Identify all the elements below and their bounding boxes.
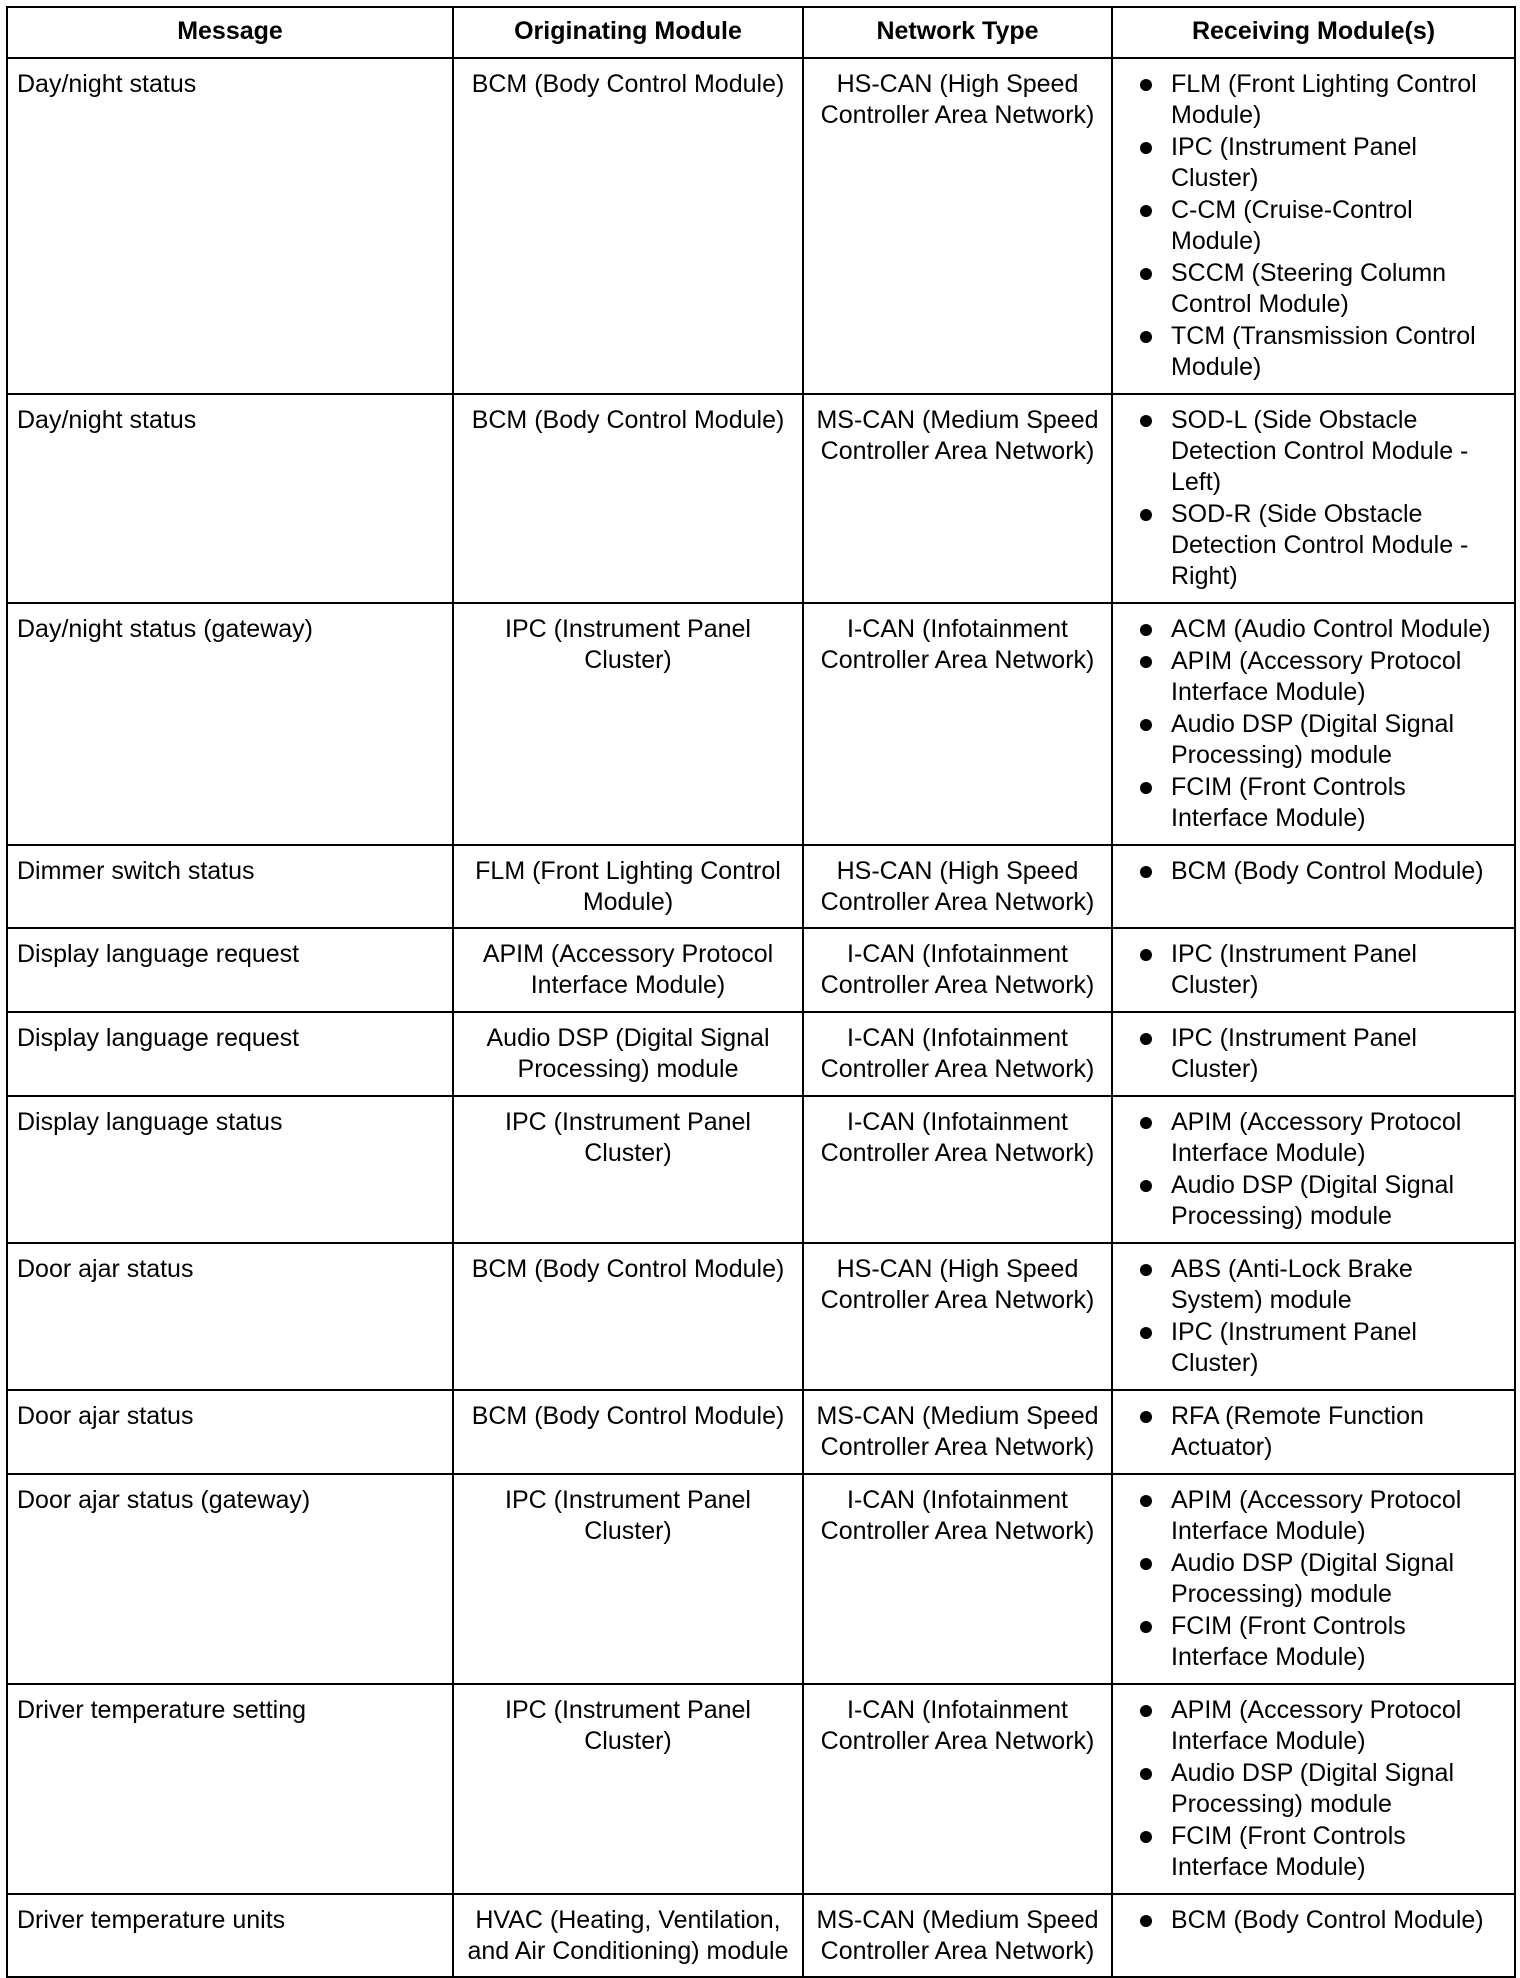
cell-receiving-modules [1112, 845, 1515, 928]
bullet-icon [1140, 1264, 1152, 1276]
cell-originating-module: IPC (Instrument Panel Cluster) [453, 1474, 803, 1684]
cell-message: Dimmer switch status [7, 845, 453, 928]
cell-originating-module: IPC (Instrument Panel Cluster) [453, 603, 803, 845]
bullet-icon [1140, 719, 1152, 731]
cell-originating-module: HVAC (Heating, Ventilation, and Air Conditioning) module [453, 1894, 803, 1977]
receiving-module-list [1122, 1401, 1508, 1463]
bullet-icon [1140, 1831, 1152, 1843]
list-item [1122, 405, 1508, 498]
list-item [1122, 709, 1508, 771]
bullet-icon [1140, 656, 1152, 668]
receiving-module-label: Audio DSP (Digital Signal Processing) module [1171, 710, 1455, 769]
header-network-type: Network Type [803, 7, 1112, 58]
bullet-icon [1140, 142, 1152, 154]
list-item [1122, 1485, 1508, 1547]
receiving-module-label: FCIM (Front Controls Interface Module) [1171, 1822, 1406, 1881]
table-row [7, 1012, 1515, 1096]
cell-message: Door ajar status [7, 1390, 453, 1474]
header-message: Message [7, 7, 453, 58]
cell-originating-module: IPC (Instrument Panel Cluster) [453, 1684, 803, 1894]
cell-network-type: I-CAN (Infotainment Controller Area Network) [803, 1096, 1112, 1243]
cell-message: Day/night status [7, 394, 453, 603]
list-item [1122, 132, 1508, 194]
receiving-module-label: ABS (Anti-Lock Brake System) module [1171, 1255, 1413, 1314]
receiving-module-label: FLM (Front Lighting Control Module) [1171, 70, 1477, 129]
receiving-module-list [1122, 856, 1508, 887]
receiving-module-list [1122, 939, 1508, 1001]
cell-receiving-modules [1112, 603, 1515, 845]
cell-receiving-modules [1112, 1684, 1515, 1894]
cell-originating-module: BCM (Body Control Module) [453, 58, 803, 394]
cell-receiving-modules [1112, 1474, 1515, 1684]
cell-message: Display language request [7, 928, 453, 1012]
table-row [7, 1894, 1515, 1977]
bullet-icon [1140, 1495, 1152, 1507]
cell-network-type: MS-CAN (Medium Speed Controller Area Network) [803, 1390, 1112, 1474]
table-row [7, 1243, 1515, 1390]
receiving-module-label: TCM (Transmission Control Module) [1171, 322, 1476, 381]
receiving-module-label: ACM (Audio Control Module) [1171, 615, 1491, 643]
cell-message: Day/night status (gateway) [7, 603, 453, 845]
receiving-module-label: IPC (Instrument Panel Cluster) [1171, 133, 1417, 192]
cell-message: Door ajar status [7, 1243, 453, 1390]
cell-network-type: HS-CAN (High Speed Controller Area Network) [803, 845, 1112, 928]
header-row [7, 7, 1515, 58]
list-item [1122, 1548, 1508, 1610]
list-item [1122, 939, 1508, 1001]
receiving-module-label: C-CM (Cruise-Control Module) [1171, 196, 1413, 255]
bullet-icon [1140, 1915, 1152, 1927]
receiving-module-label: BCM (Body Control Module) [1171, 1906, 1484, 1934]
cell-receiving-modules [1112, 1390, 1515, 1474]
receiving-module-list [1122, 1905, 1508, 1936]
table-header [7, 7, 1515, 58]
cell-network-type: I-CAN (Infotainment Controller Area Network) [803, 928, 1112, 1012]
header-receiving-modules: Receiving Module(s) [1112, 7, 1515, 58]
receiving-module-label: FCIM (Front Controls Interface Module) [1171, 1612, 1406, 1671]
cell-network-type: HS-CAN (High Speed Controller Area Network) [803, 1243, 1112, 1390]
list-item [1122, 1821, 1508, 1883]
cell-originating-module: FLM (Front Lighting Control Module) [453, 845, 803, 928]
table-row [7, 1096, 1515, 1243]
bullet-icon [1140, 79, 1152, 91]
cell-receiving-modules [1112, 928, 1515, 1012]
receiving-module-list [1122, 1023, 1508, 1085]
list-item [1122, 1905, 1508, 1936]
receiving-module-label: SOD-L (Side Obstacle Detection Control Module - Left) [1171, 406, 1469, 496]
receiving-module-label: Audio DSP (Digital Signal Processing) module [1171, 1171, 1455, 1230]
cell-originating-module: BCM (Body Control Module) [453, 1243, 803, 1390]
cell-originating-module: BCM (Body Control Module) [453, 1390, 803, 1474]
receiving-module-label: IPC (Instrument Panel Cluster) [1171, 1024, 1417, 1083]
receiving-module-label: IPC (Instrument Panel Cluster) [1171, 940, 1417, 999]
receiving-module-label: APIM (Accessory Protocol Interface Module) [1171, 1108, 1462, 1167]
bullet-icon [1140, 1117, 1152, 1129]
cell-originating-module: Audio DSP (Digital Signal Processing) module [453, 1012, 803, 1096]
receiving-module-label: Audio DSP (Digital Signal Processing) module [1171, 1549, 1455, 1608]
list-item [1122, 69, 1508, 131]
list-item [1122, 1695, 1508, 1757]
receiving-module-list [1122, 69, 1508, 383]
receiving-module-label: APIM (Accessory Protocol Interface Module) [1171, 1696, 1462, 1755]
receiving-module-label: Audio DSP (Digital Signal Processing) module [1171, 1759, 1455, 1818]
receiving-module-list [1122, 405, 1508, 592]
list-item [1122, 1611, 1508, 1673]
bullet-icon [1140, 1033, 1152, 1045]
cell-receiving-modules [1112, 394, 1515, 603]
bullet-icon [1140, 866, 1152, 878]
list-item [1122, 1254, 1508, 1316]
bullet-icon [1140, 415, 1152, 427]
cell-originating-module: IPC (Instrument Panel Cluster) [453, 1096, 803, 1243]
bullet-icon [1140, 624, 1152, 636]
receiving-module-list [1122, 1254, 1508, 1379]
receiving-module-list [1122, 614, 1508, 834]
cell-message: Day/night status [7, 58, 453, 394]
bullet-icon [1140, 331, 1152, 343]
bullet-icon [1140, 1180, 1152, 1192]
cell-network-type: I-CAN (Infotainment Controller Area Network) [803, 1012, 1112, 1096]
receiving-module-label: SCCM (Steering Column Control Module) [1171, 259, 1447, 318]
bullet-icon [1140, 509, 1152, 521]
bullet-icon [1140, 1768, 1152, 1780]
list-item [1122, 646, 1508, 708]
list-item [1122, 1317, 1508, 1379]
list-item [1122, 258, 1508, 320]
cell-receiving-modules [1112, 1012, 1515, 1096]
bullet-icon [1140, 1327, 1152, 1339]
receiving-module-list [1122, 1485, 1508, 1673]
table-row [7, 1474, 1515, 1684]
receiving-module-label: APIM (Accessory Protocol Interface Module) [1171, 1486, 1462, 1545]
receiving-module-list [1122, 1695, 1508, 1883]
list-item [1122, 195, 1508, 257]
cell-originating-module: APIM (Accessory Protocol Interface Module) [453, 928, 803, 1012]
list-item [1122, 1023, 1508, 1085]
receiving-module-list [1122, 1107, 1508, 1232]
cell-network-type: MS-CAN (Medium Speed Controller Area Network) [803, 1894, 1112, 1977]
table-body [7, 58, 1515, 1977]
list-item [1122, 772, 1508, 834]
list-item [1122, 1758, 1508, 1820]
cell-network-type: HS-CAN (High Speed Controller Area Network) [803, 58, 1112, 394]
list-item [1122, 856, 1508, 887]
list-item [1122, 1107, 1508, 1169]
cell-message: Driver temperature units [7, 1894, 453, 1977]
bullet-icon [1140, 1411, 1152, 1423]
cell-message: Display language request [7, 1012, 453, 1096]
cell-message: Door ajar status (gateway) [7, 1474, 453, 1684]
list-item [1122, 614, 1508, 645]
cell-receiving-modules [1112, 1894, 1515, 1977]
bullet-icon [1140, 949, 1152, 961]
cell-network-type: I-CAN (Infotainment Controller Area Network) [803, 1474, 1112, 1684]
list-item [1122, 1401, 1508, 1463]
network-message-table [6, 6, 1516, 1978]
cell-originating-module: BCM (Body Control Module) [453, 394, 803, 603]
table-row [7, 603, 1515, 845]
bullet-icon [1140, 1705, 1152, 1717]
list-item [1122, 499, 1508, 592]
table-row [7, 928, 1515, 1012]
receiving-module-label: BCM (Body Control Module) [1171, 857, 1484, 885]
cell-receiving-modules [1112, 1096, 1515, 1243]
receiving-module-label: IPC (Instrument Panel Cluster) [1171, 1318, 1417, 1377]
cell-receiving-modules [1112, 1243, 1515, 1390]
cell-message: Driver temperature setting [7, 1684, 453, 1894]
table-row [7, 394, 1515, 603]
cell-network-type: I-CAN (Infotainment Controller Area Network) [803, 1684, 1112, 1894]
table-container [6, 6, 1514, 1978]
table-row [7, 845, 1515, 928]
bullet-icon [1140, 1558, 1152, 1570]
cell-network-type: I-CAN (Infotainment Controller Area Network) [803, 603, 1112, 845]
bullet-icon [1140, 782, 1152, 794]
list-item [1122, 1170, 1508, 1232]
list-item [1122, 321, 1508, 383]
receiving-module-label: FCIM (Front Controls Interface Module) [1171, 773, 1406, 832]
table-row [7, 58, 1515, 394]
cell-network-type: MS-CAN (Medium Speed Controller Area Network) [803, 394, 1112, 603]
table-row [7, 1684, 1515, 1894]
bullet-icon [1140, 205, 1152, 217]
receiving-module-label: RFA (Remote Function Actuator) [1171, 1402, 1424, 1461]
table-row [7, 1390, 1515, 1474]
cell-message: Display language status [7, 1096, 453, 1243]
cell-receiving-modules [1112, 58, 1515, 394]
header-originating-module: Originating Module [453, 7, 803, 58]
receiving-module-label: SOD-R (Side Obstacle Detection Control Module - Right) [1171, 500, 1469, 590]
bullet-icon [1140, 1621, 1152, 1633]
bullet-icon [1140, 268, 1152, 280]
receiving-module-label: APIM (Accessory Protocol Interface Module) [1171, 647, 1462, 706]
